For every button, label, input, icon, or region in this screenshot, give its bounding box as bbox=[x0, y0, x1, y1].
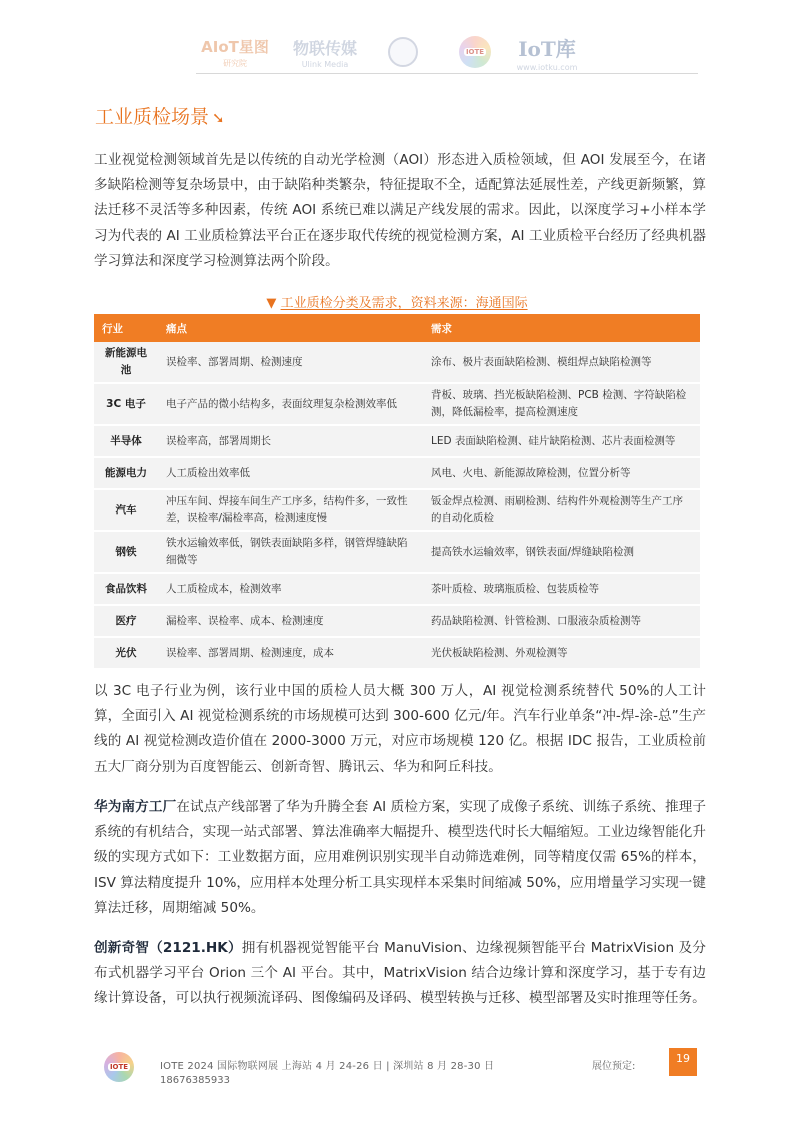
iote-logo: IOTE bbox=[455, 34, 495, 70]
header-needs: 需求 bbox=[423, 314, 700, 342]
table-row bbox=[94, 489, 700, 531]
seal-icon bbox=[388, 37, 418, 67]
iote-footer-logo: IOTE bbox=[104, 1052, 134, 1082]
industry-cell: 新能源电池 bbox=[94, 342, 158, 383]
pain-point-cell: 铁水运输效率低，钢铁表面缺陷多样，钢管焊缝缺陷细微等 bbox=[158, 531, 423, 573]
header-divider bbox=[196, 73, 698, 74]
caret-down-icon: ▼ bbox=[266, 296, 277, 311]
need-cell: 背板、玻璃、挡光板缺陷检测、PCB 检测、字符缺陷检测，降低漏检率，提高检测速度 bbox=[423, 383, 700, 425]
need-cell: 提高铁水运输效率，钢铁表面/焊缝缺陷检测 bbox=[423, 531, 700, 573]
need-cell: 钣金焊点检测、雨刷检测、结构件外观检测等生产工序的自动化质检 bbox=[423, 489, 700, 531]
table-row bbox=[94, 573, 700, 605]
aiot-logo: AIoT星图 研究院 bbox=[201, 37, 269, 68]
event-info: IOTE 2024 国际物联网展 上海站 4 月 24-26 日 | 深圳站 8 月 28-30 日 bbox=[160, 1061, 495, 1072]
industry-cell: 钢铁 bbox=[94, 531, 158, 573]
pain-point-cell: 冲压车间、焊接车间生产工序多，结构件多，一致性差，误检率/漏检率高，检测速度慢 bbox=[158, 489, 423, 531]
paragraph-3c-market: 以 3C 电子行业为例，该行业中国的质检人员大概 300 万人，AI 视觉检测系统替代 50%的人工计算，全面引入 AI 视觉检测系统的市场规模可达到 300-600 亿元/年。汽车行业单条“冲-焊-涂-总”生产线的 AI 视觉检测改造价值在 2000-3000 万元，对应市场规模 120 亿。根据 IDC 报告，工业质检前五大厂商分别为百度智能云、创新奇智、腾讯云、华为和阿丘科技。 bbox=[94, 683, 706, 775]
table-row bbox=[94, 425, 700, 457]
paragraph-ainnovation: 创新奇智（2121.HK）拥有机器视觉智能平台 ManuVision、边缘视频智能平台 MatrixVision 及分布式机器学习平台 Orion 三个 AI 平台。其中，MatrixVision 结合边缘计算和深度学习，基于专有边缘计算设备，可以执行视频流译码、图像编码及译码、模型转换与迁移、模型部署及实时推理等任务。 bbox=[94, 940, 706, 1007]
need-cell: LED 表面缺陷检测、硅片缺陷检测、芯片表面检测等 bbox=[423, 425, 700, 457]
industry-cell: 光伏 bbox=[94, 637, 158, 669]
header-pain-points: 痛点 bbox=[158, 314, 423, 342]
need-cell: 药品缺陷检测、针管检测、口服液杂质检测等 bbox=[423, 605, 700, 637]
paragraph-aoi-intro: 工业视觉检测领域首先是以传统的自动光学检测（AOI）形态进入质检领域，但 AOI 发展至今，在诸多缺陷检测等复杂场景中，由于缺陷种类繁杂，特征提取不全，适配算法延展性差，产线更新频繁，算法迁移不灵活等多种因素，传统 AOI 系统已难以满足产线发展的需求。因此，以深度学习+小样本学习为代表的 AI 工业质检算法平台正在逐步取代传统的视觉检测方案，AI 工业质检平台经历了经典机器学习算法和深度学习检测算法两个阶段。 bbox=[94, 152, 706, 269]
pain-point-cell: 电子产品的微小结构多，表面纹理复杂检测效率低 bbox=[158, 383, 423, 425]
page-footer bbox=[0, 1048, 794, 1098]
round-seal-logo bbox=[385, 34, 421, 70]
ulink-media-logo: 物联传媒 Ulink Media bbox=[292, 38, 357, 69]
table-header-row bbox=[94, 314, 700, 342]
page-number: 19 bbox=[669, 1048, 697, 1076]
company-name-ainnovation: 创新奇智（2121.HK） bbox=[94, 940, 242, 956]
need-cell: 茶叶质检、玻璃瓶质检、包装质检等 bbox=[423, 573, 700, 605]
section-title: 工业质检场景 ➘ bbox=[95, 106, 225, 128]
industry-cell: 汽车 bbox=[94, 489, 158, 531]
pain-point-cell: 误检率、部署周期、检测速度 bbox=[158, 342, 423, 383]
table-row bbox=[94, 457, 700, 489]
pain-point-cell: 误检率、部署周期、检测速度，成本 bbox=[158, 637, 423, 669]
table-row bbox=[94, 605, 700, 637]
paragraph-huawei: 华为南方工厂在试点产线部署了华为升腾全套 AI 质检方案，实现了成像子系统、训练子系统、推理子系统的有机结合，实现一站式部署、算法准确率大幅提升、模型迭代时长大幅缩短。工业边缘智能化升级的实现方式如下：工业数据方面，应用难例识别实现半自动筛选难例，同等精度仅需 65%的样本，ISV 算法精度提升 10%，应用样本处理分析工具实现样本采集时间缩减 50%，应用增量学习实现一键算法迁移，周期缩减 50%。 bbox=[94, 799, 707, 916]
pain-point-cell: 人工质检成本，检测效率 bbox=[158, 573, 423, 605]
arrow-down-right-icon: ➘ bbox=[212, 109, 225, 127]
industry-cell: 3C 电子 bbox=[94, 383, 158, 425]
pain-point-cell: 人工质检出效率低 bbox=[158, 457, 423, 489]
need-cell: 光伏板缺陷检测、外观检测等 bbox=[423, 637, 700, 669]
quality-inspection-table bbox=[94, 314, 700, 670]
industry-cell: 能源电力 bbox=[94, 457, 158, 489]
need-cell: 风电、火电、新能源故障检测，位置分析等 bbox=[423, 457, 700, 489]
pain-point-cell: 漏检率、误检率、成本、检测速度 bbox=[158, 605, 423, 637]
pain-point-cell: 误检率高，部署周期长 bbox=[158, 425, 423, 457]
table-row bbox=[94, 342, 700, 383]
page-header bbox=[0, 34, 794, 74]
company-name-huawei: 华为南方工厂 bbox=[94, 799, 177, 815]
header-industry: 行业 bbox=[94, 314, 158, 342]
industry-cell: 食品饮料 bbox=[94, 573, 158, 605]
table-body bbox=[94, 342, 700, 669]
booth-booking-label: 展位预定: bbox=[592, 1061, 636, 1072]
table-row bbox=[94, 637, 700, 669]
table-row bbox=[94, 531, 700, 573]
table-row bbox=[94, 383, 700, 425]
industry-cell: 半导体 bbox=[94, 425, 158, 457]
table-caption: ▼ 工业质检分类及需求，资料来源：海通国际 bbox=[266, 296, 528, 311]
need-cell: 涂布、极片表面缺陷检测、模组焊点缺陷检测等 bbox=[423, 342, 700, 383]
iot-ku-logo: IoT库 www.iotku.com bbox=[516, 36, 578, 72]
industry-cell: 医疗 bbox=[94, 605, 158, 637]
contact-phone: 18676385933 bbox=[160, 1075, 230, 1084]
